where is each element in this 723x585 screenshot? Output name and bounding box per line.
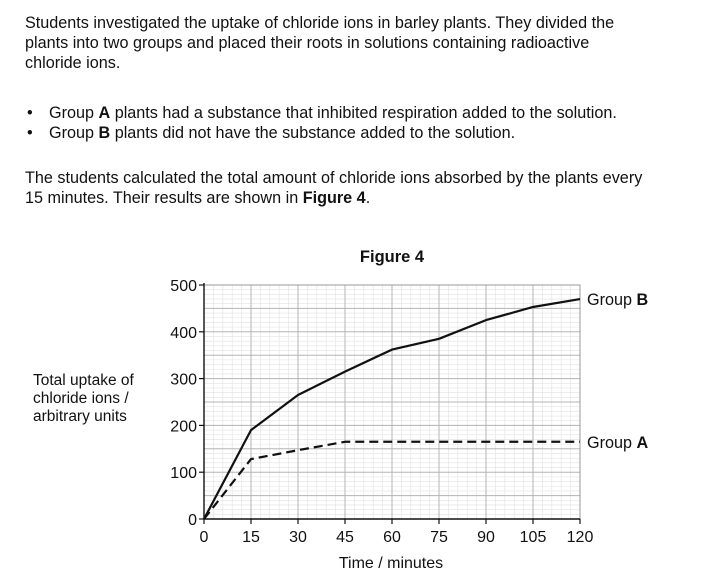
bullet-dot-icon: • xyxy=(27,124,33,142)
y-axis-label-line-1: Total uptake of xyxy=(33,372,134,389)
x-tick-label: 90 xyxy=(477,529,495,546)
x-tick-label: 0 xyxy=(199,529,209,546)
x-tick-label: 75 xyxy=(430,529,448,546)
x-tick-label: 30 xyxy=(289,529,307,546)
intro-line-1: Students investigated the uptake of chloride ions in barley plants. They divided the xyxy=(25,14,615,32)
series-label-group-a: Group A xyxy=(587,433,649,452)
bullet-dot-icon: • xyxy=(27,104,33,122)
y-axis-label-line-2: chloride ions / xyxy=(33,390,129,407)
y-tick-label: 300 xyxy=(170,371,197,389)
bullet-a-post: plants had a substance that inhibited respiration added to the solution. xyxy=(110,104,617,122)
y-axis-label-line-3: arbitrary units xyxy=(33,408,127,425)
x-tick-label: 105 xyxy=(519,529,547,546)
bullet-b-post: plants did not have the substance added to the solution. xyxy=(110,124,516,142)
x-tick-label: 15 xyxy=(242,529,260,546)
results-line-1: The students calculated the total amount of chloride ions absorbed by the plants every xyxy=(25,169,643,187)
figure-reference: Figure 4 xyxy=(302,189,366,207)
y-tick-label: 500 xyxy=(170,278,197,295)
intro-line-2: plants into two groups and placed their roots in solutions containing radioactive xyxy=(25,34,590,52)
y-tick-label: 400 xyxy=(170,324,197,342)
bullet-a-pre: Group xyxy=(49,104,99,122)
results-line-2-pre: 15 minutes. Their results are shown in xyxy=(25,189,303,207)
intro-line-3: chloride ions. xyxy=(25,54,121,72)
x-tick-label: 120 xyxy=(566,529,594,546)
y-tick-label: 200 xyxy=(170,418,197,436)
x-tick-label: 45 xyxy=(336,529,354,546)
series-label-group-b: Group B xyxy=(587,291,649,310)
results-line-2-post: . xyxy=(365,189,371,207)
chart-title: Figure 4 xyxy=(359,248,425,266)
bullet-a-bold: A xyxy=(98,104,111,122)
bullet-b-pre: Group xyxy=(49,124,99,142)
y-tick-label: 0 xyxy=(188,512,197,529)
x-axis-label: Time / minutes xyxy=(338,555,444,572)
x-tick-label: 60 xyxy=(383,529,401,546)
y-tick-label: 100 xyxy=(170,465,197,483)
bullet-b-bold: B xyxy=(98,124,111,142)
